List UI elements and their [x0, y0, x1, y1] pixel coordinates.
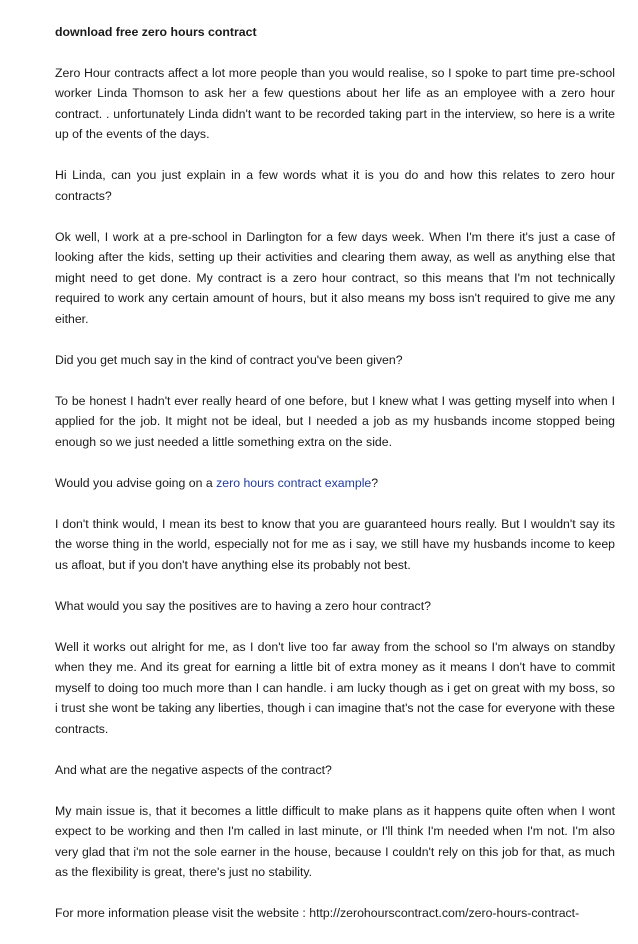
document-page: [55, 22, 615, 944]
question-positives: What would you say the positives are to having a zero hour contract?: [55, 598, 431, 613]
question-say-in-contract: Did you get much say in the kind of contract you've been given?: [55, 352, 403, 367]
document-title: download free zero hours contract: [55, 25, 257, 39]
question-negatives: And what are the negative aspects of the contract?: [55, 762, 332, 777]
answer-negatives: My main issue is, that it becomes a little difficult to make plans as it happens quite often when I wont expect to be working and then I'm called in last minute, or I'll think I'm needed when I'm not. I'm also very glad that i'm not the sole earner in the house, because I couldn't rely on this job for that, as much as the flexibility is great, there's just no stability.: [55, 803, 615, 879]
question-advise: [55, 473, 615, 494]
more-info-line: For more information please visit the website : http://zerohourscontract.com/zero-hours-contract-: [55, 906, 580, 920]
question-advise-text: Would you advise going on a: [55, 475, 217, 490]
answer-positives: Well it works out alright for me, as I don't live too far away from the school so I'm always on standby when they me. And its great for earning a little bit of extra money as it means I don't have to commit myself to doing too much more than I can handle. i am lucky though as i get on great with my boss, so i trust she wont be taking any liberties, though i can imagine that's not the case for everyone with these contracts.: [55, 639, 615, 736]
question-advise-end: ?: [371, 475, 379, 490]
answer-what-you-do: Ok well, I work at a pre-school in Darlington for a few days week. When I'm there it's just a case of looking after the kids, setting up their activities and clearing them away, as well as anything else that might need to get done. My contract is a zero hour contract, so this means that I'm not technically required to work any certain amount of hours, but it also means my boss isn't required to give me any either.: [55, 229, 615, 326]
question-what-you-do: Hi Linda, can you just explain in a few words what it is you do and how this relates to zero hour contracts?: [55, 168, 615, 203]
answer-say-in-contract: To be honest I hadn't ever really heard of one before, but I knew what I was getting myself into when I applied for the job. It might not be ideal, but I needed a job as my husbands income stopped being enough so we just needed a little something extra on the side.: [55, 393, 615, 449]
intro-paragraph: Zero Hour contracts affect a lot more people than you would realise, so I spoke to part time pre-school worker Linda Thomson to ask her a few questions about her life as an employee with a zero hour contract. . unfortunately Linda didn't want to be recorded taking part in the interview, so here is a write up of the events of the days.: [55, 65, 615, 141]
zero-hours-contract-example-link[interactable]: zero hours contract example: [216, 475, 372, 490]
answer-advise: I don't think would, I mean its best to know that you are guaranteed hours really. But I wouldn't say its the worse thing in the world, especially not for me as i say, we still have my husbands income to keep us afloat, but if you don't have anything else its probably not best.: [55, 516, 615, 572]
